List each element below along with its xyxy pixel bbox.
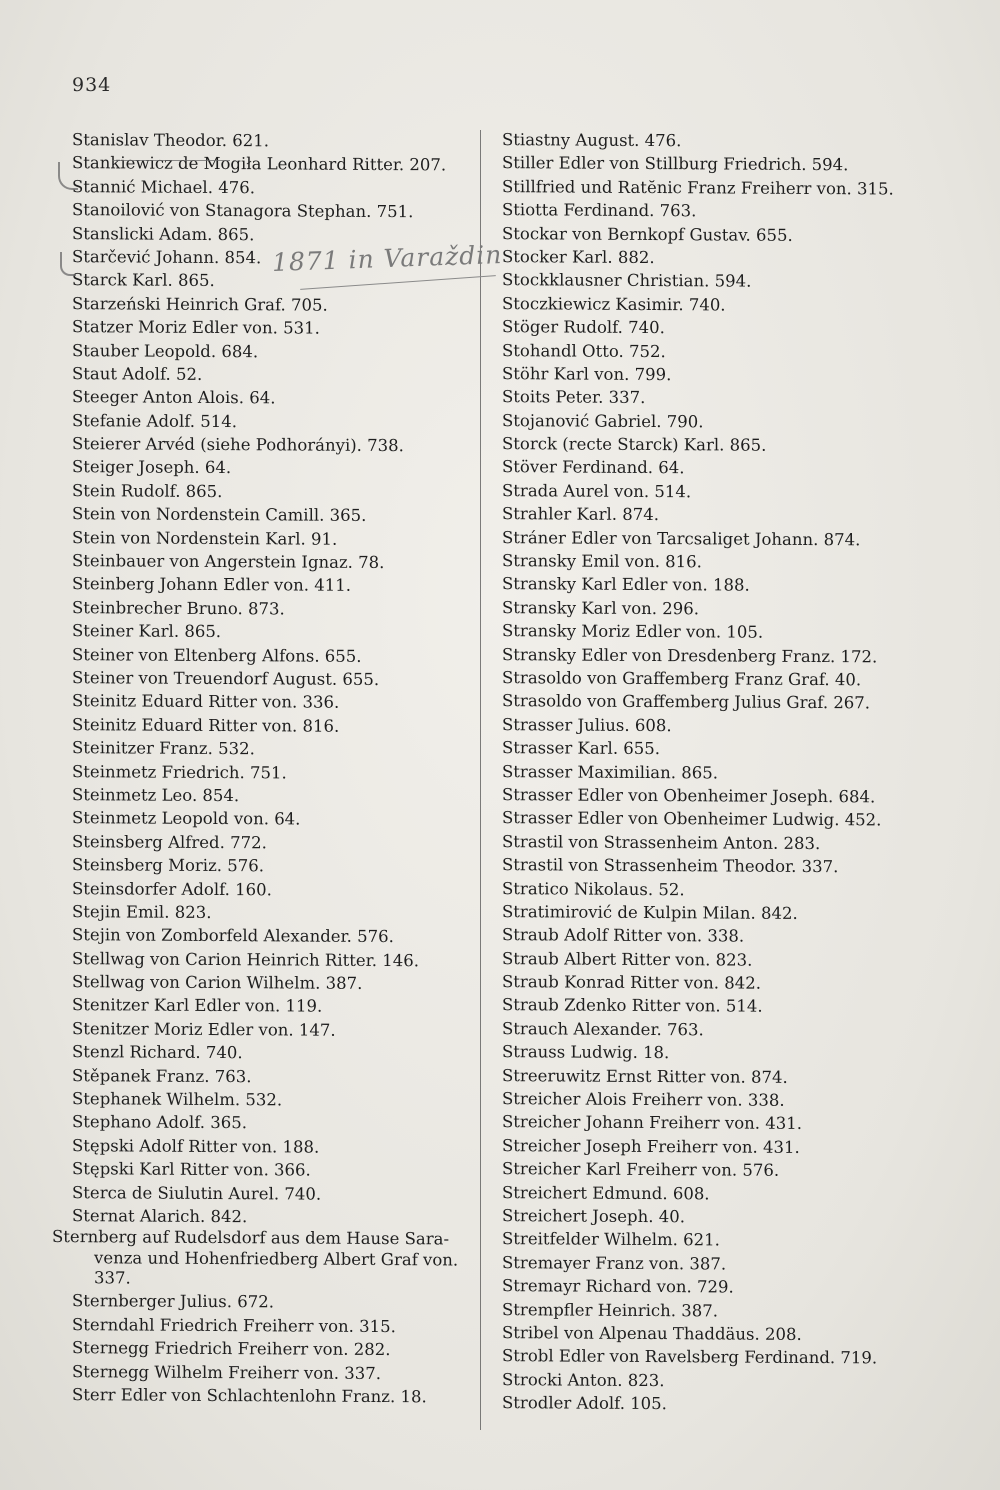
index-entry: Steinmetz Friedrich. 751. [72,761,287,782]
index-entry: Stöger Rudolf. 740. [502,317,665,338]
index-entry: Steiger Joseph. 64. [72,457,232,478]
index-entry: Strada Aurel von. 514. [502,480,692,502]
pencil-bracket-mark [60,252,76,276]
index-entry: Stransky Emil von. 816. [502,551,702,572]
index-entry: Steierer Arvéd (siehe Podhorányi). 738. [72,434,404,456]
index-entry: Stěpanek Franz. 763. [72,1065,252,1086]
index-entry: Streicher Karl Freiherr von. 576. [502,1159,780,1180]
index-entry: Stankiewicz de Mogiła Leonhard Ritter. 207. [72,153,447,175]
index-entry: Stępski Karl Ritter von. 366. [72,1159,311,1180]
index-entry: Steinitzer Franz. 532. [72,738,255,759]
index-entry: Strasser Edler von Obenheimer Ludwig. 452. [502,808,882,830]
index-entry: Stein Rudolf. 865. [72,480,223,501]
index-entry: Stransky Moriz Edler von. 105. [502,621,764,642]
index-entry: Strobl Edler von Ravelsberg Ferdinand. 719. [502,1346,878,1368]
index-entry: Stejin Emil. 823. [72,902,212,922]
index-entry: Stöhr Karl von. 799. [502,364,672,385]
index-entry: Stremayer Franz von. 387. [502,1252,727,1274]
index-entry: Stephanek Wilhelm. 532. [72,1089,283,1110]
index-entry: Stransky Karl von. 296. [502,597,700,619]
index-entry: Stocker Karl. 882. [502,247,655,267]
index-entry-wrapped [52,1227,472,1292]
index-entry: Streeruwitz Ernst Ritter von. 874. [502,1065,788,1087]
column-divider [480,130,481,1430]
index-entry: Strasser Maximilian. 865. [502,761,718,782]
index-entry: Stremayr Richard von. 729. [502,1276,734,1297]
handwritten-annotation: 1871 in Varaždin [271,239,503,278]
index-entry: Stenitzer Moriz Edler von. 147. [72,1018,336,1040]
index-entry: Steiner von Eltenberg Alfons. 655. [72,644,362,666]
index-entry: Staut Adolf. 52. [72,364,203,384]
index-entry: Stransky Karl Edler von. 188. [502,574,750,596]
index-entry: Strahler Karl. 874. [502,504,660,525]
index-entry: Stoits Peter. 337. [502,387,646,408]
index-entry: Steinbrecher Bruno. 873. [72,597,285,619]
index-entry: Stejin von Zomborfeld Alexander. 576. [72,925,394,947]
index-entry: Strastil von Strassenheim Anton. 283. [502,831,821,853]
index-entry: Stanoilović von Stanagora Stephan. 751. [72,200,414,222]
index-entry: Stępski Adolf Ritter von. 188. [72,1135,320,1157]
index-entry: Stráner Edler von Tarcsaliget Johann. 874. [502,527,861,549]
index-entry: Sternegg Friedrich Freiherr von. 282. [72,1338,391,1360]
index-entry: Stratimirović de Kulpin Milan. 842. [502,902,798,923]
index-entry: Stiller Edler von Stillburg Friedrich. 594. [502,153,849,175]
index-entry: Sterr Edler von Schlachtenlohn Franz. 18. [72,1385,427,1407]
index-entry: Sternat Alarich. 842. [72,1206,248,1227]
index-column-left [52,128,472,1409]
index-entry: Strauch Alexander. 763. [502,1018,704,1040]
index-entry: Storck (recte Starck) Karl. 865. [502,434,767,455]
index-entry: Strempfler Heinrich. 387. [502,1299,719,1320]
index-entry: Starck Karl. 865. [72,270,215,291]
index-entry-line: Sternberg auf Rudelsdorf aus dem Hause Sara- [52,1227,450,1249]
index-entry: Stockklausner Christian. 594. [502,270,752,291]
index-entry: Stojanović Gabriel. 790. [502,410,704,432]
index-entry: Streichert Joseph. 40. [502,1206,685,1227]
index-entry: Straub Albert Ritter von. 823. [502,948,753,970]
index-entry: Steiner Karl. 865. [72,621,222,642]
index-entry: Steeger Anton Alois. 64. [72,387,276,408]
index-entry: Straub Adolf Ritter von. 338. [502,925,745,946]
index-entry: Stohandl Otto. 752. [502,340,666,361]
index-entry: Strasser Karl. 655. [502,738,661,759]
index-entry: Steinitz Eduard Ritter von. 816. [72,714,340,736]
index-entry: Streicher Joseph Freiherr von. 431. [502,1135,800,1157]
index-entry-line: venza und Hohenfriedberg Albert Graf von. [94,1248,459,1270]
index-entry: Streitfelder Wilhelm. 621. [502,1229,720,1250]
index-entry: Stransky Edler von Dresdenberg Franz. 172. [502,644,878,666]
index-entry: Steinmetz Leo. 854. [72,785,240,806]
pencil-bracket-mark [58,162,78,190]
index-entry: Steinitz Eduard Ritter von. 336. [72,691,340,713]
index-entry: Statzer Moriz Edler von. 531. [72,317,320,338]
index-entry: Steinberg Johann Edler von. 411. [72,574,352,596]
index-entry: Stillfried und Ratĕnic Franz Freiherr von. 315. [502,176,894,199]
index-entry: Starčević Johann. 854. [72,247,262,268]
index-entry: Stribel von Alpenau Thaddäus. 208. [502,1323,802,1344]
index-entry: Stoczkiewicz Kasimir. 740. [502,293,726,315]
index-entry: Stephano Adolf. 365. [72,1112,247,1133]
index-entry: Stenitzer Karl Edler von. 119. [72,995,323,1017]
index-entry: Stellwag von Carion Heinrich Ritter. 146. [72,948,419,970]
index-entry: Steinmetz Leopold von. 64. [72,808,301,829]
index-entry: Stockar von Bernkopf Gustav. 655. [502,223,793,245]
index-entry: Steinsdorfer Adolf. 160. [72,878,272,899]
index-entry: Streicher Johann Freiherr von. 431. [502,1112,803,1134]
index-entry: Stiastny August. 476. [502,130,682,151]
index-entry: Steinsberg Alfred. 772. [72,831,267,853]
index-entry: Strastil von Strassenheim Theodor. 337. [502,855,839,877]
index-entry: Straub Zdenko Ritter von. 514. [502,995,763,1017]
index-entry: Stefanie Adolf. 514. [72,410,237,431]
index-entry: Sternberger Julius. 672. [72,1291,275,1312]
pencil-underline-mark [112,160,230,161]
page-number: 934 [72,74,112,96]
index-entry: Strocki Anton. 823. [502,1369,665,1390]
index-entry: Stanislav Theodor. 621. [72,130,269,151]
index-column-right [484,128,944,1417]
index-entry: Stannić Michael. 476. [72,176,255,198]
index-entry: Streichert Edmund. 608. [502,1182,710,1203]
index-entry: Strasoldo von Graffemberg Julius Graf. 267. [502,691,871,713]
index-entry: Steiner von Treuendorf August. 655. [72,668,380,689]
index-entry: Strodler Adolf. 105. [502,1393,667,1414]
index-entry: Strasoldo von Graffemberg Franz Graf. 40. [502,668,862,690]
index-entry-line: 337. [94,1268,131,1288]
index-entry: Stöver Ferdinand. 64. [502,457,685,478]
index-entry: Stein von Nordenstein Karl. 91. [72,527,338,549]
index-entry: Strasser Edler von Obenheimer Joseph. 684. [502,785,876,807]
index-entry: Stratico Nikolaus. 52. [502,878,685,899]
index-entry: Straub Konrad Ritter von. 842. [502,972,762,993]
index-entry: Stein von Nordenstein Camill. 365. [72,504,367,526]
index-entry: Sterca de Siulutin Aurel. 740. [72,1182,322,1204]
index-entry: Stenzl Richard. 740. [72,1042,243,1063]
index-entry: Stauber Leopold. 684. [72,340,259,361]
index-entry: Stanslicki Adam. 865. [72,223,255,244]
index-entry: Sternegg Wilhelm Freiherr von. 337. [72,1361,382,1383]
index-entry: Strauss Ludwig. 18. [502,1042,670,1063]
index-entry: Strasser Julius. 608. [502,714,672,735]
index-entry: Steinbauer von Angerstein Ignaz. 78. [72,551,385,573]
index-entry: Stiotta Ferdinand. 763. [502,200,697,221]
index-entry: Stellwag von Carion Wilhelm. 387. [72,972,363,993]
index-entry: Steinsberg Moriz. 576. [72,855,265,876]
index-entry: Starzeński Heinrich Graf. 705. [72,293,328,315]
index-entry: Sterndahl Friedrich Freiherr von. 315. [72,1314,396,1336]
index-entry: Streicher Alois Freiherr von. 338. [502,1089,785,1110]
